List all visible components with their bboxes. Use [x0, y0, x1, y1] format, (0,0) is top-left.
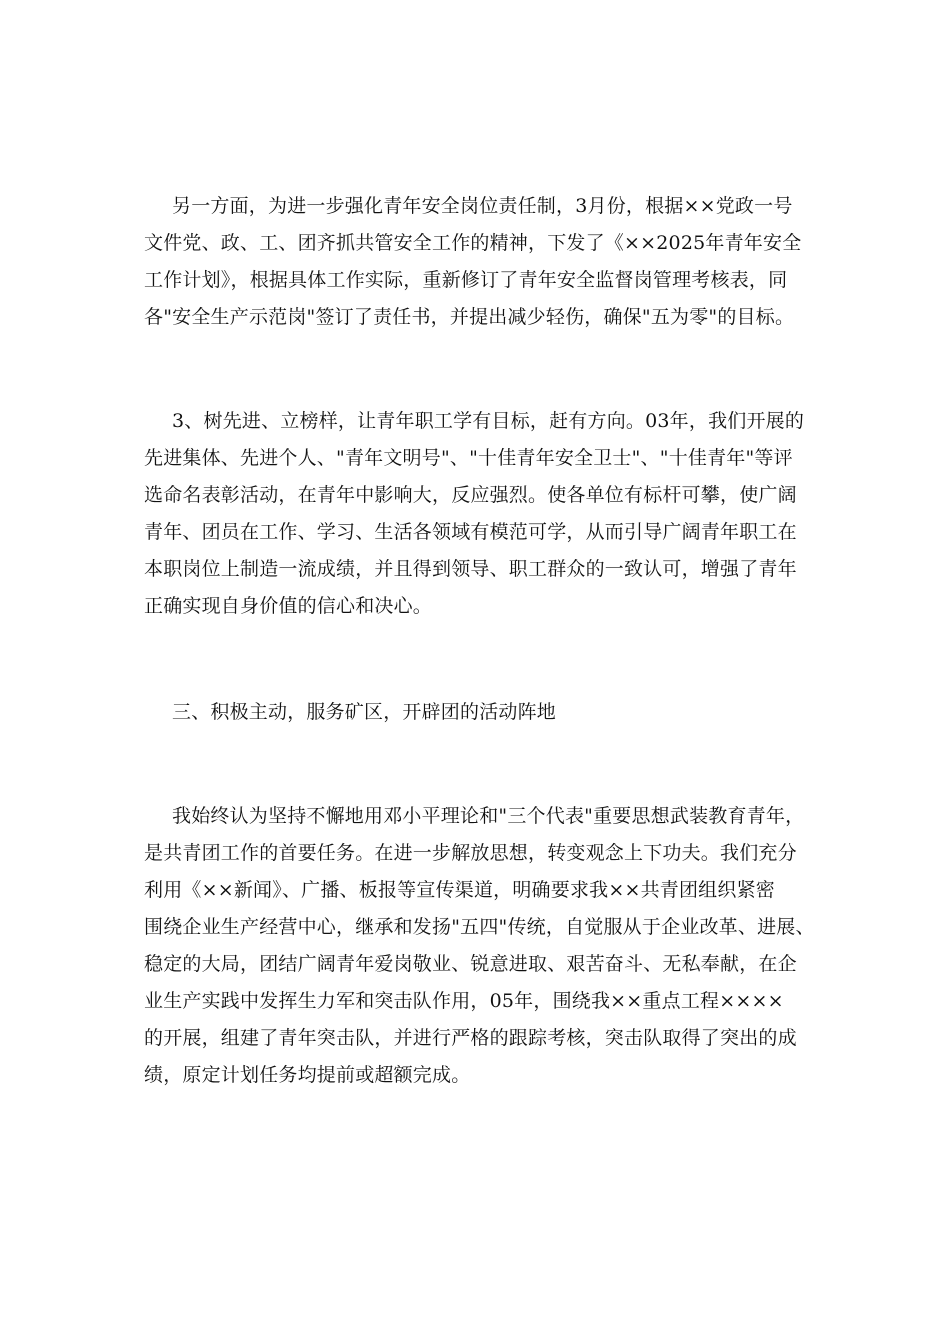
paragraph-4-line-4: 围绕企业生产经营中心，继承和发扬"五四"传统，自觉服从于企业改革、进展、: [144, 916, 815, 938]
paragraph-2-line-6: 正确实现自身价值的信心和决心。: [144, 595, 433, 617]
paragraph-4-line-3: 利用《××新闻》、广播、板报等宣传渠道，明确要求我××共青团组织紧密: [144, 879, 775, 901]
paragraph-4-line-2: 是共青团工作的首要任务。在进一步解放思想，转变观念上下功夫。我们充分: [144, 842, 797, 864]
paragraph-2-line-5: 本职岗位上制造一流成绩，并且得到领导、职工群众的一致认可，增强了青年: [144, 558, 797, 580]
paragraph-1-line-3: 工作计划》，根据具体工作实际，重新修订了青年安全监督岗管理考核表，同: [144, 269, 788, 291]
paragraph-2-line-1: 3、树先进、立榜样，让青年职工学有目标，赶有方向。03年，我们开展的: [172, 410, 805, 432]
paragraph-4-line-6: 业生产实践中发挥生力军和突击队作用，05年，围绕我××重点工程××××: [144, 990, 784, 1012]
paragraph-1-line-1: 另一方面，为进一步强化青年安全岗位责任制，3月份，根据××党政一号: [172, 195, 793, 217]
paragraph-4-line-7: 的开展，组建了青年突击队，并进行严格的跟踪考核，突击队取得了突出的成: [144, 1027, 797, 1049]
paragraph-4-line-5: 稳定的大局，团结广阔青年爱岗敬业、锐意进取、艰苦奋斗、无私奉献，在企: [144, 953, 797, 975]
paragraph-2-line-2: 先进集体、先进个人、"青年文明号"、"十佳青年安全卫士"、"十佳青年"等评: [144, 447, 793, 469]
paragraph-4-line-8: 绩，原定计划任务均提前或超额完成。: [144, 1064, 471, 1086]
section-heading: 三、积极主动，服务矿区，开辟团的活动阵地: [172, 701, 557, 723]
paragraph-1-line-4: 各"安全生产示范岗"签订了责任书，并提出减少轻伤，确保"五为零"的目标。: [144, 306, 795, 328]
paragraph-4-line-1: 我始终认为坚持不懈地用邓小平理论和"三个代表"重要思想武装教育青年，: [172, 805, 805, 827]
paragraph-2-line-4: 青年、团员在工作、学习、生活各领域有模范可学，从而引导广阔青年职工在: [144, 521, 797, 543]
paragraph-1-line-2: 文件党、政、工、团齐抓共管安全工作的精神，下发了《××2025年青年安全: [144, 232, 802, 254]
paragraph-2-line-3: 选命名表彰活动，在青年中影响大，反应强烈。使各单位有标杆可攀，使广阔: [144, 484, 797, 506]
